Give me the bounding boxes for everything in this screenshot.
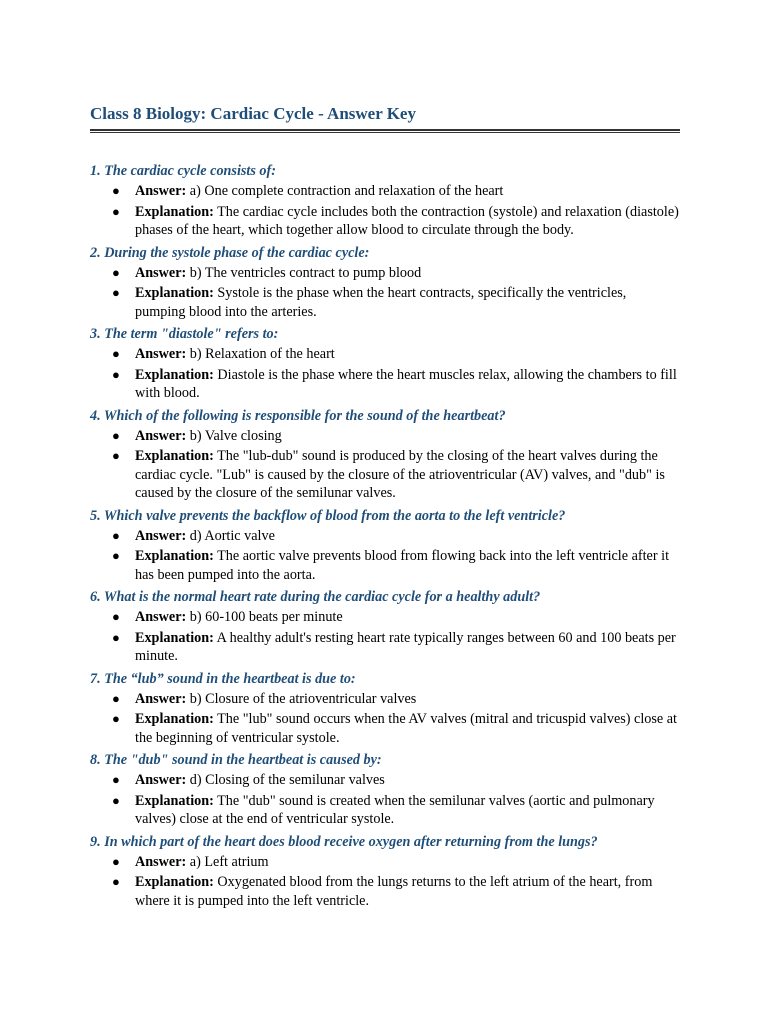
answer-text: b) Relaxation of the heart	[189, 346, 335, 362]
answer-text: b) Closure of the atrioventricular valves	[189, 690, 417, 707]
answer-list	[90, 690, 680, 748]
explanation-label: Explanation:	[135, 629, 214, 646]
question-block	[90, 588, 680, 666]
title-divider	[90, 129, 680, 133]
explanation-text: Oxygenated blood from the lungs returns to the left atrium of the heart, from where it is pumped into the left ventricle.	[135, 874, 653, 909]
explanation-label: Explanation:	[135, 874, 214, 890]
explanation-label: Explanation:	[135, 285, 214, 301]
bullet-icon: ●	[112, 853, 120, 869]
explanation-label: Explanation:	[135, 711, 214, 727]
bullet-icon: ●	[112, 690, 120, 706]
answer-text: d) Aortic valve	[189, 527, 275, 544]
answer-item	[90, 608, 680, 627]
answer-label: Answer:	[135, 772, 187, 788]
question-block	[90, 325, 680, 403]
bullet-icon: ●	[112, 609, 120, 624]
answer-item	[90, 690, 680, 709]
explanation-text: A healthy adult's resting heart rate typically ranges between 60 and 100 beats per minute.	[135, 629, 676, 664]
explanation-item	[90, 366, 680, 403]
answer-list	[90, 608, 680, 666]
explanation-text: Diastole is the phase where the heart muscles relax, allowing the chambers to fill with blood.	[135, 366, 677, 401]
bullet-icon: ●	[112, 772, 120, 787]
bullet-icon: ●	[112, 427, 120, 443]
answer-text: b) The ventricles contract to pump blood	[189, 264, 422, 281]
explanation-text: The aortic valve prevents blood from flowing back into the left ventricle after it has been pumped into the aorta.	[135, 548, 670, 583]
explanation-label: Explanation:	[135, 203, 214, 220]
question-block	[90, 162, 680, 240]
document-page	[90, 103, 680, 914]
bullet-icon: ●	[112, 264, 120, 280]
question-text: 6. What is the normal heart rate during the cardiac cycle for a healthy adult?	[90, 589, 541, 605]
bullet-icon: ●	[112, 366, 120, 382]
explanation-item	[90, 203, 680, 240]
question-text: 1. The cardiac cycle consists of:	[90, 163, 276, 179]
answer-list	[90, 264, 680, 322]
answer-label: Answer:	[135, 346, 187, 362]
answer-text: d) Closing of the semilunar valves	[189, 772, 385, 788]
question-text: 4. Which of the following is responsible for the sound of the heartbeat?	[90, 407, 506, 424]
bullet-icon: ●	[112, 183, 120, 198]
question-list	[90, 162, 680, 910]
question-text: 7. The “lub” sound in the heartbeat is due to:	[90, 670, 356, 687]
explanation-item	[90, 792, 680, 829]
question-block	[90, 833, 680, 911]
explanation-text: The "lub" sound occurs when the AV valves (mitral and tricuspid valves) close at the beginning of ventricular systole.	[135, 711, 677, 746]
answer-item	[90, 182, 680, 201]
explanation-item	[90, 629, 680, 666]
explanation-text: The cardiac cycle includes both the contraction (systole) and relaxation (diastole) phases of the heart, which together allow blood to circulate through the body.	[135, 203, 679, 238]
answer-label: Answer:	[135, 527, 187, 544]
question-block	[90, 507, 680, 585]
answer-text: b) Valve closing	[189, 427, 282, 444]
question-block	[90, 751, 680, 829]
answer-item	[90, 345, 680, 364]
question-text: 9. In which part of the heart does blood receive oxygen after returning from the lungs?	[90, 833, 598, 850]
bullet-icon: ●	[112, 203, 120, 219]
bullet-icon: ●	[112, 527, 120, 543]
question-text: 5. Which valve prevents the backflow of blood from the aorta to the left ventricle?	[90, 507, 566, 524]
question-text: 3. The term "diastole" refers to:	[90, 326, 279, 342]
explanation-item	[90, 710, 680, 747]
bullet-icon: ●	[112, 874, 120, 889]
answer-label: Answer:	[135, 183, 187, 199]
answer-list	[90, 427, 680, 503]
answer-item	[90, 853, 680, 872]
explanation-text: The "dub" sound is created when the semilunar valves (aortic and pulmonary valves) close at the end of ventricular systole.	[135, 792, 655, 827]
explanation-label: Explanation:	[135, 366, 214, 383]
answer-item	[90, 527, 680, 546]
answer-item	[90, 427, 680, 446]
answer-text: a) Left atrium	[189, 853, 269, 870]
answer-list	[90, 182, 680, 240]
answer-list	[90, 345, 680, 403]
question-block	[90, 407, 680, 503]
answer-label: Answer:	[135, 690, 187, 707]
answer-list	[90, 853, 680, 911]
bullet-icon: ●	[112, 346, 120, 361]
bullet-icon: ●	[112, 285, 120, 300]
explanation-text: Systole is the phase when the heart contracts, specifically the ventricles, pumping blood into the arteries.	[135, 285, 627, 320]
explanation-text: The "lub-dub" sound is produced by the closing of the heart valves during the cardiac cycle. "Lub" is caused by the closure of the atrioventricular (AV) valves, and "dub" is caused by the closure of the semilunar valves.	[135, 448, 665, 501]
explanation-item	[90, 547, 680, 584]
explanation-item	[90, 284, 680, 321]
answer-list	[90, 771, 680, 829]
answer-label: Answer:	[135, 853, 187, 870]
answer-label: Answer:	[135, 609, 187, 625]
bullet-icon: ●	[112, 629, 120, 645]
answer-item	[90, 264, 680, 283]
question-text: 2. During the systole phase of the cardiac cycle:	[90, 244, 370, 261]
question-block	[90, 670, 680, 748]
answer-text: b) 60-100 beats per minute	[189, 609, 343, 625]
bullet-icon: ●	[112, 792, 120, 808]
explanation-item	[90, 873, 680, 910]
explanation-item	[90, 447, 680, 503]
answer-list	[90, 527, 680, 585]
bullet-icon: ●	[112, 448, 120, 463]
answer-label: Answer:	[135, 427, 187, 444]
answer-text: a) One complete contraction and relaxation of the heart	[189, 183, 504, 199]
explanation-label: Explanation:	[135, 448, 214, 464]
bullet-icon: ●	[112, 711, 120, 726]
answer-label: Answer:	[135, 264, 187, 281]
bullet-icon: ●	[112, 548, 120, 563]
document-title: Class 8 Biology: Cardiac Cycle - Answer Key	[90, 104, 416, 123]
question-text: 8. The "dub" sound in the heartbeat is caused by:	[90, 752, 382, 768]
explanation-label: Explanation:	[135, 548, 214, 564]
question-block	[90, 244, 680, 322]
answer-item	[90, 771, 680, 790]
explanation-label: Explanation:	[135, 792, 214, 809]
